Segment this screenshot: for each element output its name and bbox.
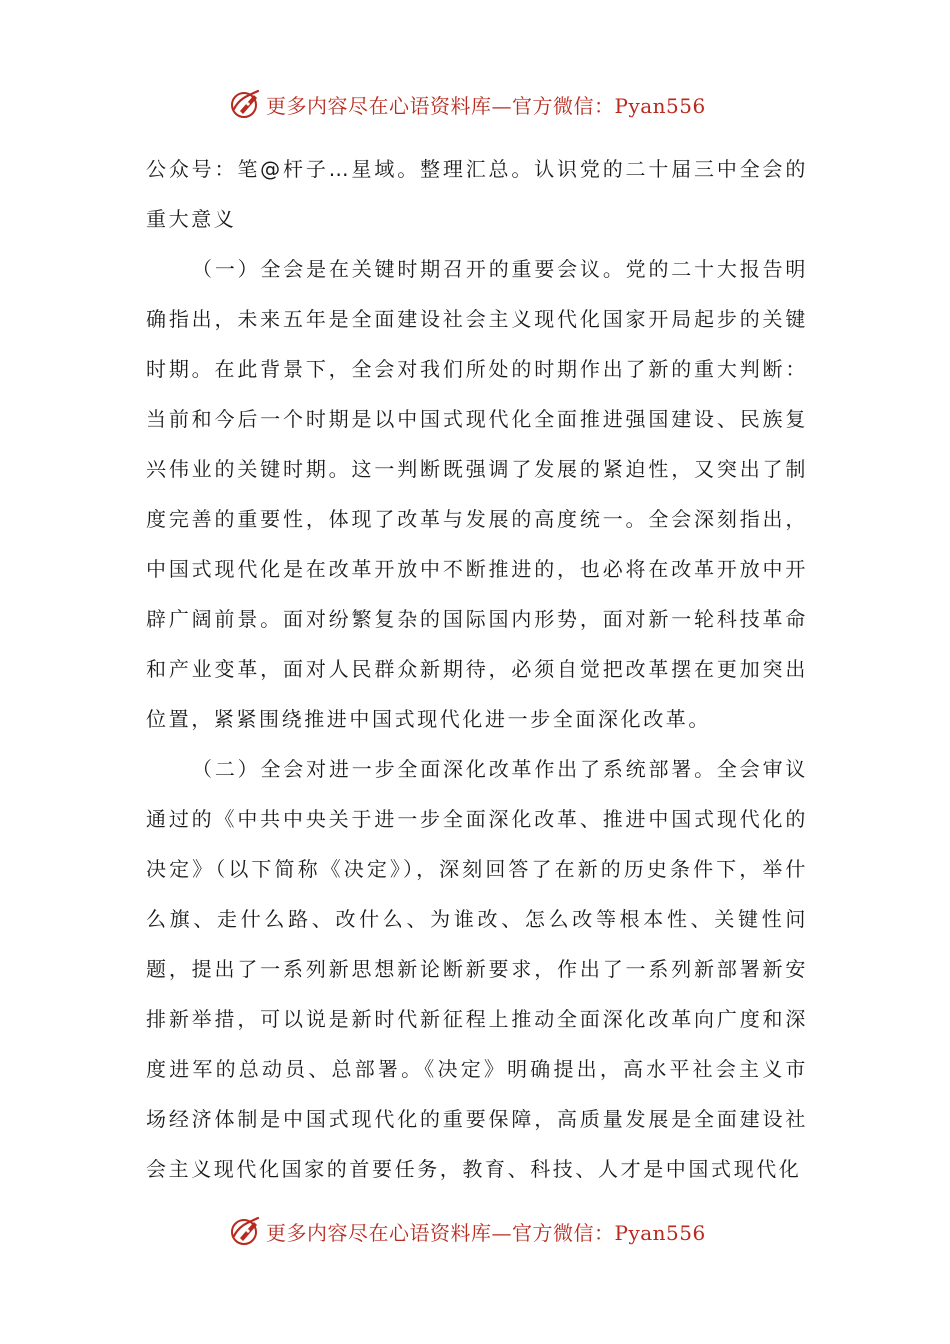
document-body bbox=[146, 144, 808, 1194]
pen-nib-swirl-icon bbox=[228, 1214, 262, 1248]
paragraph-section-1: （一）全会是在关键时期召开的重要会议。党的二十大报告明确指出，未来五年是全面建设社会主义现代化国家开局起步的关键时期。在此背景下，全会对我们所处的时期作出了新的重大判断：当前和今后一个时期是以中国式现代化全面推进强国建设、民族复兴伟业的关键时期。这一判断既强调了发展的紧迫性，又突出了制度完善的重要性，体现了改革与发展的高度统一。全会深刻指出，中国式现代化是在改革开放中不断推进的，也必将在改革开放中开辟广阔前景。面对纷繁复杂的国际国内形势，面对新一轮科技革命和产业变革，面对人民群众新期待，必须自觉把改革摆在更加突出位置，紧紧围绕推进中国式现代化进一步全面深化改革。 bbox=[146, 257, 808, 731]
document-title-line: 公众号：笔@杆子…星域。整理汇总。认识党的二十届三中全会的重大意义 bbox=[146, 157, 808, 231]
footer-banner-text: 更多内容尽在心语资料库—官方微信：Pyan556 bbox=[266, 1220, 706, 1245]
footer-banner bbox=[228, 1211, 706, 1251]
header-banner bbox=[228, 84, 706, 124]
paragraph-section-2: （二）全会对进一步全面深化改革作出了系统部署。全会审议通过的《中共中央关于进一步全面深化改革、推进中国式现代化的决定》（以下简称《决定》），深刻回答了在新的历史条件下，举什么旗、走什么路、改什么、为谁改、怎么改等根本性、关键性问题，提出了一系列新思想新论断新要求，作出了一系列新部署新安排新举措，可以说是新时代新征程上推动全面深化改革向广度和深度进军的总动员、总部署。《决定》明确提出，高水平社会主义市场经济体制是中国式现代化的重要保障，高质量发展是全面建设社会主义现代化国家的首要任务，教育、科技、人才是中国式现代化 bbox=[146, 757, 808, 1181]
pen-nib-swirl-icon bbox=[228, 87, 262, 121]
header-banner-text: 更多内容尽在心语资料库—官方微信：Pyan556 bbox=[266, 93, 706, 118]
